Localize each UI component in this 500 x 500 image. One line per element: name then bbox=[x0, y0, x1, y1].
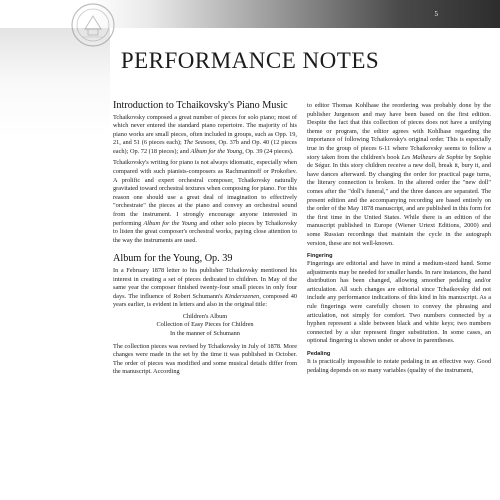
original-title-line: Children's Album bbox=[182, 312, 228, 320]
fingering-heading: Fingering bbox=[307, 253, 333, 260]
page-number: 5 bbox=[434, 10, 438, 18]
publisher-seal-icon bbox=[70, 2, 116, 48]
original-title-line: In the manner of Schumann bbox=[170, 330, 240, 338]
intro-heading: Introduction to Tchaikovsky's Piano Music bbox=[113, 100, 288, 111]
order-paragraph: to editor Thomas Kohlhase the reordering was probably done by the publisher Jurgenson and may have been based on the first edition. Despite the fact that this collection of pieces does not have a unifying theme or program, the editor agrees with Kohlhase regarding the importance of following Tchaikovsky's original order. This is especially true in the group of pieces 6-11 where Tchaikovsky seems to follow a story taken from the children's book Les Malheurs de Sophie by Sophie de Ségur. In this story children receive a new doll, break it, bury it, and have dances afterward. By changing the order for practical page turns, the literary connection is broken. In the altered order the "new doll" comes after the "doll's funeral," and the three dances are separated. The present edition and the accompanying recording are based entirely on the order of the May 1878 manuscript, and are published in this form for the first time in the United States. While there is an edition of the manuscript published in Europe (Wiener Urtext Editions, 2000) and some Russian recordings that maintain the cycle in the autograph version, these are not well-known. bbox=[307, 102, 491, 247]
page-title: PERFORMANCE NOTES bbox=[120, 48, 380, 73]
intro-paragraph-2: Tchaikovsky's writing for piano is not always idiomatic, especially when compared with such pianists-composers as Rachmaninoff or Prokofiev. A prolific and expert orchestral composer, Tchaikovsky naturally gravitated toward orchestral textures when composing for piano. For this reason one should use a great deal of imagination to effectively "orchestrate" the pieces at the piano and convey an orchestral sound from the instrument. I strongly encourage anyone interested in performing Album for the Young and other solo pieces by Tchaikovsky to listen the great composer's orchestral works, paying close attention to the way the instruments are used. bbox=[113, 159, 297, 244]
intro-paragraph-1: Tchaikovsky composed a great number of pieces for solo piano; most of which never entered the standard piano repertoire. The majority of his piano works are small pieces, often included in groups, such as Opp. 19, 21, and 51 (6 pieces each); The Seasons, Op. 37b and Op. 40 (12 pieces each); Op. 72 (18 pieces); and Album for the Young, Op. 39 (24 pieces). bbox=[113, 113, 297, 155]
album-paragraph-2: The collection pieces was revised by Tchaikovsky in July of 1878. More changes were made in the set by the time it was published in October. The order of pieces was modified and some musical details differ from the manuscript. According bbox=[113, 342, 297, 376]
pedaling-paragraph: It is practically impossible to notate pedaling in an effective way. Good pedaling depends on so many variables (quality of the instrument, bbox=[307, 358, 491, 374]
original-title-line: Collection of Easy Pieces for Children bbox=[156, 321, 254, 329]
album-paragraph-1: In a February 1878 letter to his publisher Tchaikovsky mentioned his interest in creating a set of pieces dedicated to children. In May of the same year the composer finished twenty-four small pieces in only four days. The influence of Robert Schumann's Kinderszenen, composed 40 years earlier, is evident in letters and also in the original title: bbox=[113, 266, 297, 309]
left-column bbox=[113, 100, 297, 380]
album-heading: Album for the Young, Op. 39 bbox=[113, 253, 233, 265]
pedaling-heading: Pedaling bbox=[307, 351, 331, 358]
right-column bbox=[307, 102, 491, 378]
fingering-paragraph: Fingerings are editorial and have in mind a medium-sized hand. Some adjustments may be needed for smaller hands. In rare instances, the hand distribution has been changed, allowing smoother pedaling and/or articulation. All such changes are editorial since Tchaikovsky did not include any performance indications of this kind in his manuscript. As a rule fingerings were carefully chosen to convey the phrasing and articulation, not simply for comfort. Two numbers connected by a hyphen represent a slide between black and white keys; two numbers connected by a slur represent finger substitution. In some cases, an optional fingering is shown under or above in parentheses. bbox=[307, 260, 491, 345]
original-title-block bbox=[113, 313, 297, 339]
